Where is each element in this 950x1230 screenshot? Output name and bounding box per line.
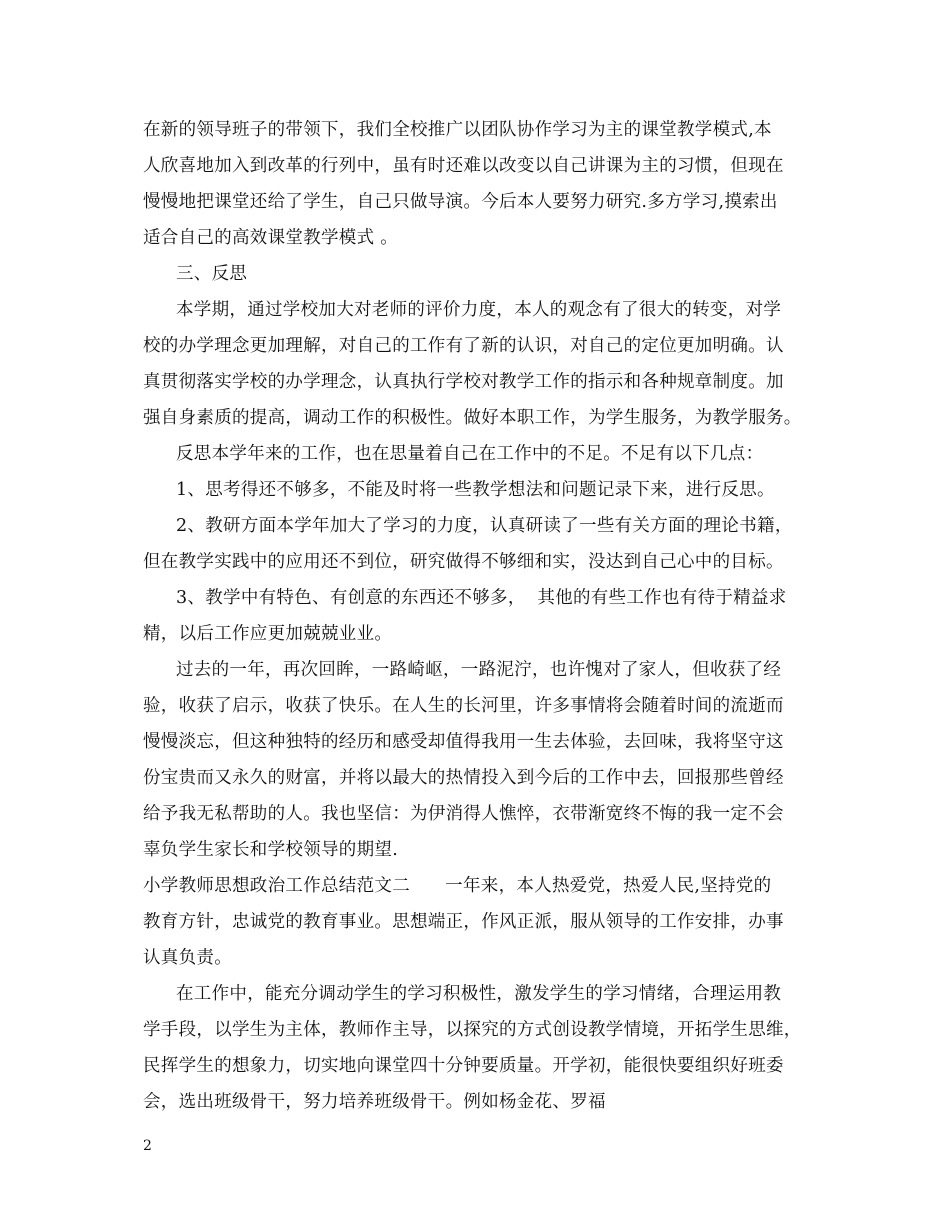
text-line: 在新的领导班子的带领下，我们全校推广以团队协作学习为主的课堂教学模式,本 — [143, 120, 772, 140]
page-number: 2 — [143, 1138, 152, 1154]
text-line: 认真负责。 — [143, 948, 232, 968]
text-line: 验，收获了启示，收获了快乐。在人生的长河里，许多事情将会随着时间的流逝而 — [143, 696, 784, 716]
list-item: 2、教研方面本学年加大了学习的力度，认真研读了一些有关方面的理论书籍， — [176, 516, 793, 536]
text-line: 学手段，以学生为主体，教师作主导，以探究的方式创设教学情境，开拓学生思维， — [143, 1020, 802, 1040]
text-line: 在工作中，能充分调动学生的学习积极性，激发学生的学习情绪，合理运用教 — [176, 984, 782, 1004]
text-line: 本学期，通过学校加大对老师的评价力度，本人的观念有了很大的转变，对学 — [176, 300, 782, 320]
text-line: 精，以后工作应更加兢兢业业。 — [143, 624, 393, 644]
text-line: 反思本学年来的工作，也在思量着自己在工作中的不足。不足有以下几点： — [176, 444, 764, 464]
text-line: 慢慢地把课堂还给了学生，自己只做导演。今后本人要努力研究.多方学习,摸索出 — [143, 192, 778, 212]
text-line: 但在教学实践中的应用还不到位，研究做得不够细和实，没达到自己心中的目标。 — [143, 552, 784, 572]
list-item: 3、教学中有特色、有创意的东西还不够多， 其他的有些工作也有待于精益求 — [176, 588, 787, 608]
text-line: 真贯彻落实学校的办学理念，认真执行学校对教学工作的指示和各种规章制度。加 — [143, 372, 784, 392]
text-line: 适合自己的高效课堂教学模式 。 — [143, 228, 399, 248]
section-title-line: 小学教师思想政治工作总结范文二 一年来，本人热爱党，热爱人民,坚持党的 — [143, 876, 772, 896]
text-line: 慢慢淡忘，但这种独特的经历和感受却值得我用一生去体验，去回味，我将坚守这 — [143, 732, 784, 752]
text-line: 份宝贵而又永久的财富，并将以最大的热情投入到今后的工作中去，回报那些曾经 — [143, 768, 784, 788]
section-heading: 三、反思 — [176, 264, 248, 284]
text-line: 会，选出班级骨干，努力培养班级骨干。例如杨金花、罗福 — [143, 1092, 606, 1112]
text-line: 过去的一年，再次回眸，一路崎岖，一路泥泞，也许愧对了家人，但收获了经 — [176, 660, 782, 680]
text-line: 民挥学生的想象力，切实地向课堂四十分钟要质量。开学初，能很快要组织好班委 — [143, 1056, 784, 1076]
text-line: 人欣喜地加入到改革的行列中，虽有时还难以改变以自己讲课为主的习惯，但现在 — [143, 156, 784, 176]
text-line: 辜负学生家长和学校领导的期望. — [143, 840, 399, 860]
list-item: 1、思考得还不够多，不能及时将一些教学想法和问题记录下来，进行反思。 — [176, 480, 775, 500]
text-line: 教育方针，忠诚党的教育事业。思想端正，作风正派，服从领导的工作安排，办事 — [143, 912, 784, 932]
text-line: 校的办学理念更加理解，对自己的工作有了新的认识，对自己的定位更加明确。认 — [143, 336, 784, 356]
text-line: 强自身素质的提高，调动工作的积极性。做好本职工作，为学生服务，为教学服务。 — [143, 408, 802, 428]
text-line: 给予我无私帮助的人。我也坚信：为伊消得人憔悴，衣带渐宽终不悔的我一定不会 — [143, 804, 784, 824]
